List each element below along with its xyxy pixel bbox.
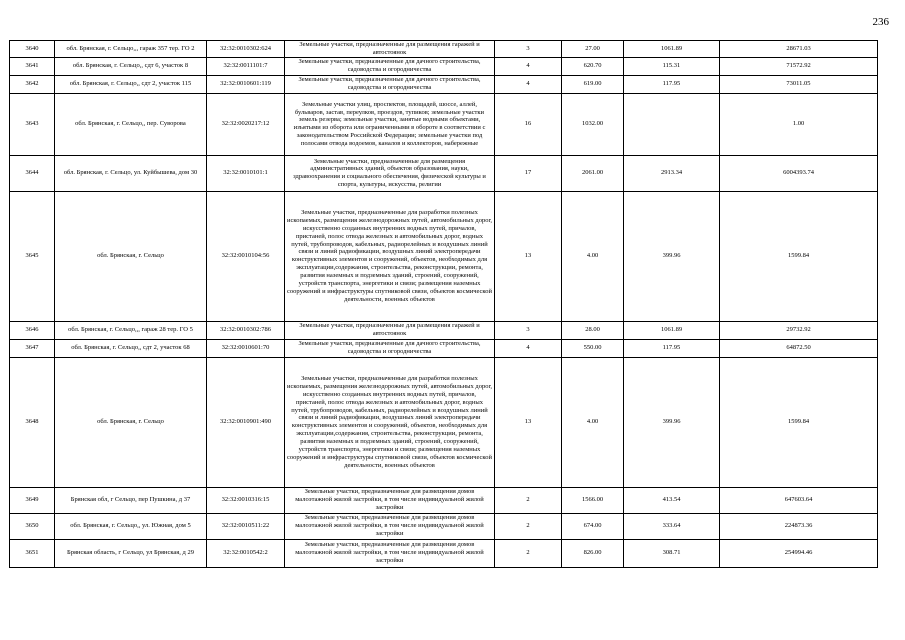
cadastral-value-cell: 1599.84 [720, 191, 878, 321]
cadastral-number-cell: 32:32:0010901:490 [207, 357, 285, 487]
table-row [10, 93, 878, 155]
cadastral-value-cell: 224873.36 [720, 513, 878, 539]
land-use-cell: Земельные участки, предназначенные для размещения гаражей и автостоянок [285, 41, 495, 58]
cadastral-value-cell: 1.00 [720, 93, 878, 155]
address-cell: Брянская область, г Сельцо, ул Брянская, д 29 [55, 539, 207, 567]
rate-cell: 117.95 [624, 339, 720, 357]
rate-cell: 413.54 [624, 487, 720, 513]
address-cell: обл. Брянская, г. Сельцо,, сдт 6, участок 8 [55, 57, 207, 75]
cadastral-number-cell: 32:32:0010542:2 [207, 539, 285, 567]
area-cell: 620.70 [562, 57, 624, 75]
cadastral-number-cell: 32:32:0020217:12 [207, 93, 285, 155]
rate-cell: 1061.89 [624, 321, 720, 339]
address-cell: обл. Брянская, г. Сельцо,,, гараж 28 тер. ГО 5 [55, 321, 207, 339]
land-use-cell: Земельные участки, предназначенные для дачного строительства, садоводства и огородничества [285, 339, 495, 357]
address-cell: обл. Брянская, г. Сельцо,, пер. Суворова [55, 93, 207, 155]
rate-cell: 399.96 [624, 191, 720, 321]
registry-table [9, 40, 878, 568]
row-number: 3646 [10, 321, 55, 339]
rate-cell: 308.71 [624, 539, 720, 567]
address-cell: обл. Брянская, г. Сельцо,, ул. Южная, дом 5 [55, 513, 207, 539]
address-cell: обл. Брянская, г. Сельцо, ул. Куйбышева, дом 30 [55, 155, 207, 191]
cadastral-value-cell: 254994.46 [720, 539, 878, 567]
category-cell: 17 [495, 155, 562, 191]
rate-cell: 2913.34 [624, 155, 720, 191]
rate-cell: 115.31 [624, 57, 720, 75]
address-cell: обл. Брянская, г. Сельцо,, сдт 2, участок 115 [55, 75, 207, 93]
category-cell: 3 [495, 321, 562, 339]
category-cell: 2 [495, 513, 562, 539]
page-number: 236 [872, 16, 889, 28]
address-cell: обл. Брянская, г. Сельцо,,, гараж 357 тер. ГО 2 [55, 41, 207, 58]
area-cell: 28.00 [562, 321, 624, 339]
land-use-cell: Земельные участки улиц, проспектов, площадей, шоссе, аллей, бульваров, застав, переулков, проездов, тупиков; земельные участки земель резерва; земельные участки, занятые водными объектами, изъятыми из оборота или ограниченными в обороте в соответствии с законодательством Российской Федерации; земельные участки под полосами отвода водоемов, каналов и коллекторов, набережные [285, 93, 495, 155]
cadastral-value-cell: 64872.50 [720, 339, 878, 357]
cadastral-number-cell: 32:32:0010302:624 [207, 41, 285, 58]
row-number: 3651 [10, 539, 55, 567]
rate-cell: 1061.89 [624, 41, 720, 58]
row-number: 3642 [10, 75, 55, 93]
category-cell: 16 [495, 93, 562, 155]
table-row [10, 321, 878, 339]
row-number: 3648 [10, 357, 55, 487]
row-number: 3645 [10, 191, 55, 321]
table-row [10, 539, 878, 567]
row-number: 3640 [10, 41, 55, 58]
row-number: 3644 [10, 155, 55, 191]
cadastral-number-cell: 32:32:0011101:7 [207, 57, 285, 75]
table-row [10, 75, 878, 93]
land-use-cell: Земельные участки, предназначенные для дачного строительства, садоводства и огородничества [285, 75, 495, 93]
address-cell: обл. Брянская, г. Сельцо,, сдт 2, участок 68 [55, 339, 207, 357]
row-number: 3641 [10, 57, 55, 75]
table-row [10, 487, 878, 513]
row-number: 3647 [10, 339, 55, 357]
rate-cell: 117.95 [624, 75, 720, 93]
cadastral-number-cell: 32:32:0010101:1 [207, 155, 285, 191]
cadastral-number-cell: 32:32:0010316:15 [207, 487, 285, 513]
area-cell: 1032.00 [562, 93, 624, 155]
area-cell: 4.00 [562, 357, 624, 487]
cadastral-value-cell: 29732.92 [720, 321, 878, 339]
table-row [10, 513, 878, 539]
area-cell: 1566.00 [562, 487, 624, 513]
cadastral-number-cell: 32:32:0010302:786 [207, 321, 285, 339]
cadastral-number-cell: 32:32:0010601:119 [207, 75, 285, 93]
cadastral-number-cell: 32:32:0010511:22 [207, 513, 285, 539]
cadastral-value-cell: 1599.84 [720, 357, 878, 487]
category-cell: 4 [495, 75, 562, 93]
land-use-cell: Земельные участки, предназначенные для размещения домов малоэтажной жилой застройки, в том числе индивидуальной жилой застройки [285, 487, 495, 513]
category-cell: 13 [495, 191, 562, 321]
category-cell: 3 [495, 41, 562, 58]
cadastral-number-cell: 32:32:0010104:56 [207, 191, 285, 321]
address-cell: обл. Брянская, г. Сельцо [55, 357, 207, 487]
area-cell: 550.00 [562, 339, 624, 357]
land-use-cell: Земельные участки, предназначенные для размещения гаражей и автостоянок [285, 321, 495, 339]
area-cell: 2061.00 [562, 155, 624, 191]
area-cell: 27.00 [562, 41, 624, 58]
cadastral-number-cell: 32:32:0010601:70 [207, 339, 285, 357]
address-cell: обл. Брянская, г. Сельцо [55, 191, 207, 321]
cadastral-value-cell: 28671.03 [720, 41, 878, 58]
row-number: 3650 [10, 513, 55, 539]
area-cell: 619.00 [562, 75, 624, 93]
land-use-cell: Земельные участки, предназначенные для размещения домов малоэтажной жилой застройки, в том числе индивидуальной жилой застройки [285, 539, 495, 567]
address-cell: Брянская обл, г Сельцо, пер Пушкина, д 37 [55, 487, 207, 513]
cadastral-value-cell: 73011.05 [720, 75, 878, 93]
land-use-cell: Земельные участки, предназначенные для размещения домов малоэтажной жилой застройки, в том числе индивидуальной жилой застройки [285, 513, 495, 539]
category-cell: 4 [495, 339, 562, 357]
area-cell: 4.00 [562, 191, 624, 321]
area-cell: 674.00 [562, 513, 624, 539]
table-row [10, 57, 878, 75]
row-number: 3649 [10, 487, 55, 513]
category-cell: 2 [495, 539, 562, 567]
table-row [10, 357, 878, 487]
table-row [10, 339, 878, 357]
table-row [10, 41, 878, 58]
land-use-cell: Земельные участки, предназначенные для размещения административных зданий, объектов образования, науки, здравоохранения и социального обеспечения, физической культуры и спорта, культуры, искусства, религии [285, 155, 495, 191]
category-cell: 13 [495, 357, 562, 487]
land-use-cell: Земельные участки, предназначенные для разработки полезных ископаемых, размещения железнодорожных путей, автомобильных дорог, искусственно созданных внутренних водных путей, причалов, пристаней, полос отвода железных и автомобильных дорог, водных путей, трубопроводов, кабельных, радиорелейных и воздушных линий связи и линий радиофикации, воздушных линий электропередачи конструктивных элементов и сооружений, объектов, необходимых для эксплуатации,содержания, строительства, реконструкции, ремонта, развития наземных и подземных зданий, строений, сооружений, устройств транспорта, энергетики и связи; размещения наземных сооружений и инфраструктуры спутниковой связи, объектов космической деятельности, военных объектов [285, 191, 495, 321]
row-number: 3643 [10, 93, 55, 155]
category-cell: 2 [495, 487, 562, 513]
land-use-cell: Земельные участки, предназначенные для дачного строительства, садоводства и огородничества [285, 57, 495, 75]
category-cell: 4 [495, 57, 562, 75]
table-row [10, 155, 878, 191]
land-use-cell: Земельные участки, предназначенные для разработки полезных ископаемых, размещения железнодорожных путей, автомобильных дорог, искусственно созданных внутренних водных путей, причалов, пристаней, полос отвода железных и автомобильных дорог, водных путей, трубопроводов, кабельных, радиорелейных и воздушных линий связи и линий радиофикации, воздушных линий электропередачи конструктивных элементов и сооружений, объектов, необходимых для эксплуатации,содержания, строительства, реконструкции, ремонта, развития наземных и подземных зданий, строений, сооружений, устройств транспорта, энергетики и связи; размещения наземных сооружений и инфраструктуры спутниковой связи, объектов космической деятельности, военных объектов [285, 357, 495, 487]
cadastral-value-cell: 647603.64 [720, 487, 878, 513]
rate-cell: 399.96 [624, 357, 720, 487]
cadastral-value-cell: 71572.92 [720, 57, 878, 75]
cadastral-value-cell: 6004393.74 [720, 155, 878, 191]
area-cell: 826.00 [562, 539, 624, 567]
table-row [10, 191, 878, 321]
rate-cell: 333.64 [624, 513, 720, 539]
rate-cell [624, 93, 720, 155]
